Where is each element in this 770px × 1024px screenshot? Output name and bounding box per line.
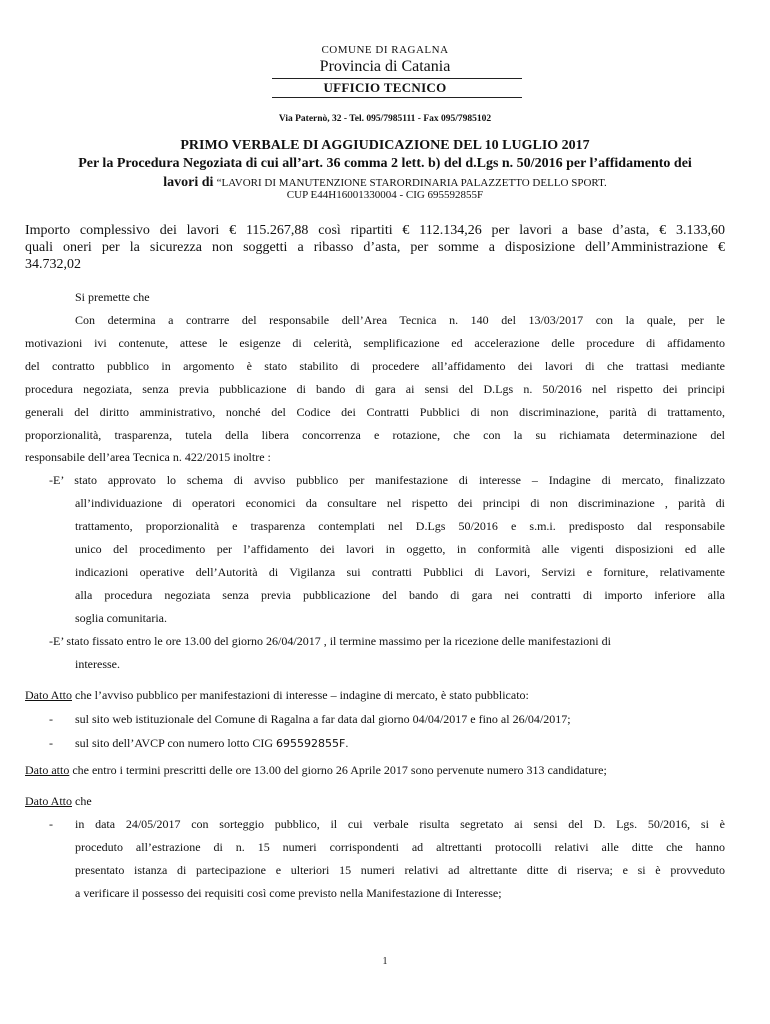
dato-atto-2-label: Dato atto [25,763,70,777]
dato-atto-1-label: Dato Atto [25,688,72,702]
dato-atto-3-label: Dato Atto [25,794,72,808]
p1-line: del contratto pubblico in argomento è stato stabilito di procedere all’affidamento dei lavori di che trattasi mediante [25,359,725,373]
b1-line: indicazioni operative dell’Autorità di Vigilanza sui contratti Pubblici di Lavori, Servizi e forniture, relativamente [75,565,725,579]
dato-atto-3 [25,794,92,809]
title-line-1: PRIMO VERBALE DI AGGIUDICAZIONE DEL 10 LUGLIO 2017 [180,138,590,153]
b2-line: interesse. [75,657,120,671]
cig-end: . [345,736,349,750]
header-provincia: Provincia di Catania [319,58,451,75]
dato-atto-3-line: proceduto all’estrazione di n. 15 numeri corrispondenti ad altrettanti protocolli relativi alle ditte che hanno [75,840,725,854]
importo-line-1: Importo complessivo dei lavori € 115.267,88 così ripartiti € 112.134,26 per lavori a base d’asta, € 3.133,60 [25,223,725,238]
dato-atto-3-line: a verificare il possesso dei requisiti così come previsto nella Manifestazione di Interesse; [75,886,502,900]
header-comune: COMUNE DI RAGALNA [321,44,449,56]
p1-line: proporzionalità, trasparenza, tutela della libera concorrenza e rotazione, che con la su richiamata determinazione del [25,428,725,442]
title-line-3-bold: lavori di [163,175,214,190]
importo-paragraph [25,222,725,273]
cig-code: 695592855F [276,737,346,750]
p1-line: procedura negoziata, senza previa pubblicazione di bando di gara ai sensi del D.Lgs n. 50/2016 nel rispetto dei principi [25,382,725,396]
header-rule-top [272,78,522,79]
title-cup-cig: CUP E44H16001330004 - CIG 695592855F [286,189,484,201]
title-line-3-rest: “LAVORI DI MANUTENZIONE STARORDINARIA PALAZZETTO DELLO SPORT. [216,177,607,189]
dato-atto-1-item [75,736,348,751]
page-number: 1 [382,956,388,967]
b1-line: alla procedura negoziata senza previa pubblicazione del bando di gara nei contratti di importo inferiore alla [75,588,725,602]
b1-line: all’individuazione di operatori economici da consultare nel rispetto dei principi di non discriminazione , parità di [75,496,725,510]
importo-line-3: 34.732,02 [25,257,81,272]
list-dash: - [49,736,53,750]
list-dash: - [49,817,53,831]
b1-line: trattamento, proporzionalità e trasparenza contemplati nel D.Lgs 50/2016 e s.m.i. predisposto dal responsabile [75,519,725,533]
header-address: Via Paternò, 32 - Tel. 095/7985111 - Fax 095/7985102 [278,114,492,124]
dato-atto-3-line: in data 24/05/2017 con sorteggio pubblico, il cui verbale risulta segretato ai sensi del D. Lgs. 50/2016, si è [75,817,725,831]
b1-line: unico del procedimento per l’affidamento dei lavori in oggetto, in conformità alle vigenti disposizioni ed alle [75,542,725,556]
p1-line: responsabile dell’area Tecnica n. 422/2015 inoltre : [25,450,271,464]
dato-atto-1-item-text: sul sito dell’AVCP con numero lotto CIG [75,736,276,750]
b2-line: -E’ stato fissato entro le ore 13.00 del giorno 26/04/2017 , il termine massimo per la ricezione delle manifestazioni di [49,634,611,648]
dato-atto-3-line: presentato istanza di partecipazione e ulteriori 15 numeri relativi ad altrettante ditte di riserva; e si è provveduto [75,863,725,877]
p1-line: generali del diritto amministrativo, nonché del Codice dei Contratti Pubblici di non discriminazione, parità di trattamento, [25,405,725,419]
header-ufficio: UFFICIO TECNICO [323,80,447,95]
list-dash: - [49,712,53,726]
importo-line-2: quali oneri per la sicurezza non soggetti a ribasso d’asta, per somme a disposizione dell’Amministrazione € [25,240,725,255]
dato-atto-1-item: sul sito web istituzionale del Comune di Ragalna a far data dal giorno 04/04/2017 e fino al 26/04/2017; [75,712,571,726]
p1-line: motivazioni ivi contenute, attese le esigenze di celerità, semplificazione ed accelerazione delle procedure di affidamento [25,336,725,350]
header-rule-bottom [272,97,522,98]
b1-line: soglia comunitaria. [75,611,167,625]
b1-line: -E’ stato approvato lo schema di avviso pubblico per manifestazione di interesse – Indagine di mercato, finalizzato [49,473,725,487]
dato-atto-1 [25,688,529,703]
dato-atto-2-text: che entro i termini prescritti delle ore 13.00 del giorno 26 Aprile 2017 sono pervenute numero 313 candidature; [69,763,607,777]
dato-atto-2 [25,763,607,778]
premesse-label: Si premette che [75,290,150,304]
dato-atto-3-text: che [72,794,92,808]
p1-line: Con determina a contrarre del responsabile dell’Area Tecnica n. 140 del 13/03/2017 con la quale, per le [75,313,725,327]
dato-atto-1-text: che l’avviso pubblico per manifestazioni di interesse – indagine di mercato, è stato pubblicato: [72,688,529,702]
title-line-2: Per la Procedura Negoziata di cui all’art. 36 comma 2 lett. b) del d.Lgs n. 50/2016 per l’affidamento dei [78,156,692,171]
